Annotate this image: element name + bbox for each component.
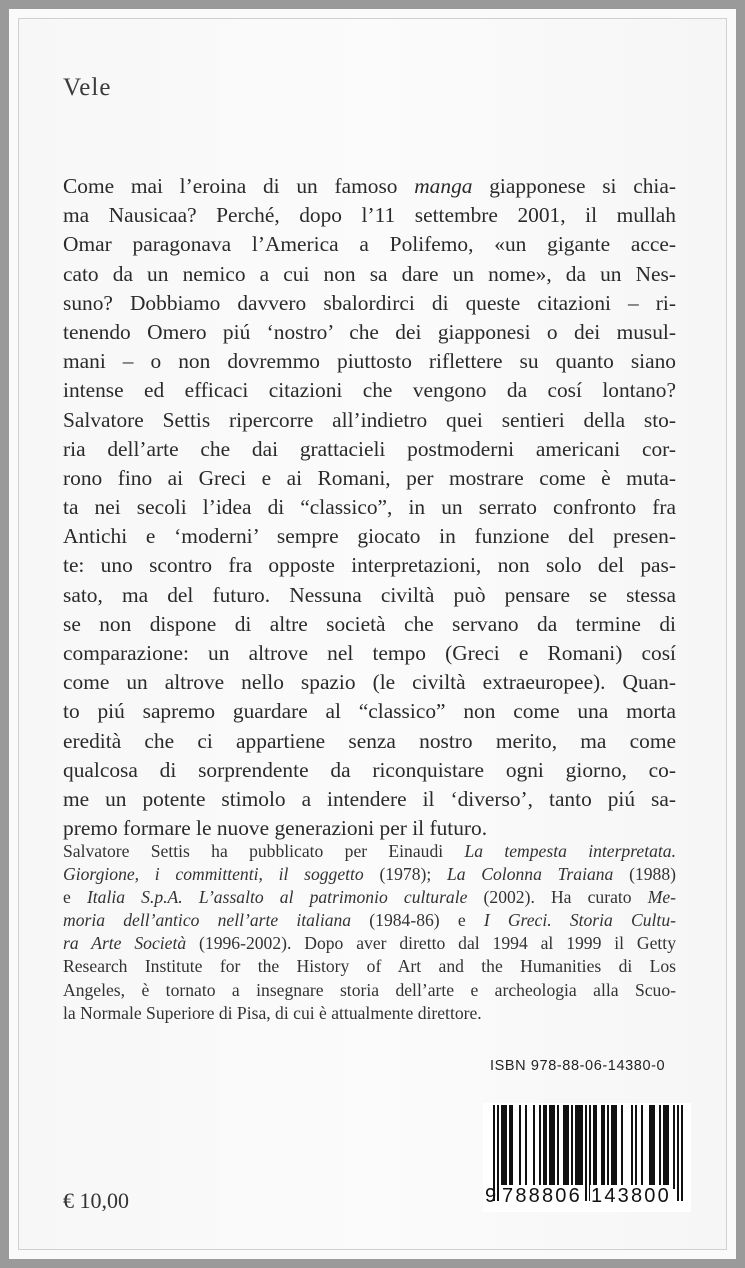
barcode-bar (653, 1105, 655, 1189)
barcode-right-digits: 143800 (591, 1185, 671, 1207)
blurb-line-run: eredità che ci appartiene senza nostro merito, ma come (63, 728, 676, 753)
bio-line-run: I Greci. Storia Cultu- (483, 910, 676, 931)
blurb-line (63, 376, 676, 405)
barcode-bar (525, 1105, 527, 1189)
barcode-digits (483, 1185, 691, 1211)
barcode-bar (577, 1105, 579, 1189)
barcode-bar (575, 1105, 577, 1189)
blurb-line (63, 697, 676, 726)
barcode-bar (613, 1105, 615, 1189)
blurb-line (63, 230, 676, 259)
barcode-bar (557, 1105, 559, 1189)
blurb-line (63, 201, 676, 230)
barcode-bar (509, 1105, 511, 1189)
blurb-line-run: giapponese si chia- (472, 174, 676, 198)
bio-line (63, 979, 676, 1002)
blurb-line (63, 318, 676, 347)
barcode-bar (551, 1105, 553, 1189)
barcode-bar (663, 1105, 665, 1189)
barcode-bar (607, 1105, 609, 1189)
barcode-bar (665, 1105, 667, 1189)
blurb-line-run: Omar paragonava l’America a Polifemo, «un gigante acce- (63, 232, 676, 257)
barcode-bar (571, 1105, 573, 1189)
blurb-line (63, 347, 676, 376)
blurb-line (63, 522, 676, 551)
barcode-bar (567, 1105, 569, 1189)
bio-line (63, 909, 676, 932)
bio-line-run: la Normale Superiore di Pisa, di cui è attualmente direttore. (63, 1002, 482, 1023)
blurb-line (63, 610, 676, 639)
barcode-bar (631, 1105, 633, 1189)
barcode-bar (549, 1105, 551, 1189)
blurb-line-run: qualcosa di sorprendente da riconquistare ogni giorno, co- (63, 757, 676, 782)
barcode (483, 1103, 691, 1212)
blurb-line (63, 668, 676, 697)
bio-line-run: (1978); (363, 864, 447, 885)
barcode-bar (511, 1105, 513, 1189)
bio-line-run: moria dell’antico nell’arte italiana (63, 910, 352, 931)
blurb-line-run: comparazione: un altrove nel tempo (Greci e Romani) cosí (63, 641, 676, 665)
blurb-line (63, 260, 676, 289)
bio-line-run: La tempesta interpretata. (464, 841, 677, 861)
bio-line-run: (1996-2002). Dopo aver diretto dal 1994 al 1999 il Getty (186, 933, 676, 954)
blurb-line-run: rono fino ai Greci e ai Romani, per mostrare come è muta- (63, 465, 676, 490)
blurb-line-run: suno? Dobbiamo davvero sbalordirci di queste citazioni – ri- (63, 290, 676, 315)
blurb-line (63, 756, 676, 785)
blurb-line-run: ma Nausicaa? Perché, dopo l’11 settembre 2001, il mullah (63, 203, 676, 228)
barcode-bar (539, 1105, 541, 1189)
bio-line-run: Italia S.p.A. L’assalto al patrimonio culturale (86, 887, 468, 908)
barcode-bar (595, 1105, 597, 1189)
blurb-line-run: come un altrove nello spazio (le civiltà extraeuropee). Quan- (63, 670, 676, 695)
blurb-line-run: Antichi e ‘moderni’ sempre giocato in funzione del presen- (63, 524, 676, 549)
blurb-line (63, 639, 676, 668)
bio-line-run: (1988) (613, 864, 676, 885)
barcode-bar (641, 1105, 643, 1189)
barcode-bar (667, 1105, 669, 1189)
blurb-line-run: te: uno scontro fra opposte interpretazioni, non solo del pas- (63, 553, 676, 578)
barcode-bar (505, 1105, 507, 1189)
barcode-bar (651, 1105, 653, 1189)
bio-line (63, 1002, 676, 1025)
bio-line (63, 886, 676, 909)
blurb-line-run: ta nei secoli l’idea di “classico”, in un serrato confronto fra (63, 495, 676, 520)
blurb-line (63, 581, 676, 610)
barcode-bar (553, 1105, 555, 1189)
bio-line (63, 863, 676, 886)
barcode-bar (593, 1105, 595, 1189)
barcode-bar (611, 1105, 613, 1189)
barcode-bar (615, 1105, 617, 1189)
series-name: Vele (63, 74, 112, 101)
barcode-bar (621, 1105, 623, 1189)
blurb-text (63, 172, 676, 843)
blurb-line (63, 727, 676, 756)
blurb-line-run: manga (414, 174, 473, 198)
bio-line-run: Me- (647, 887, 677, 908)
blurb-line (63, 785, 676, 814)
bio-line (63, 932, 676, 955)
bio-line-run: Giorgione, i committenti, il soggetto (63, 864, 364, 885)
blurb-line (63, 172, 676, 201)
barcode-bar (501, 1105, 503, 1189)
bio-line-run: e (63, 887, 87, 908)
author-bio (63, 840, 676, 1025)
blurb-line-run: tenendo Omero piú ‘nostro’ che dei giapponesi o dei musul- (63, 319, 676, 344)
barcode-bar (503, 1105, 505, 1189)
barcode-left-digits: 788806 (502, 1185, 582, 1207)
blurb-line (63, 464, 676, 493)
bio-line-run: ra Arte Società (63, 933, 187, 954)
blurb-line-run: Come mai l’eroina di un famoso (63, 174, 415, 198)
blurb-line (63, 814, 676, 843)
bio-line-run: Angeles, è tornato a insegnare storia dell’arte e archeologia alla Scuo- (63, 979, 676, 1000)
blurb-line (63, 406, 676, 435)
blurb-line-run: to piú sapremo guardare al “classico” non come una morta (63, 699, 676, 724)
barcode-bar (673, 1105, 675, 1189)
blurb-line-run: premo formare le nuove generazioni per il futuro. (63, 816, 488, 841)
blurb-line-run: cato da un nemico a cui non sa dare un nome», da un Nes- (63, 261, 676, 286)
blurb-line (63, 435, 676, 464)
blurb-line-run: se non dispone di altre società che servano da termine di (63, 611, 676, 636)
blurb-line (63, 493, 676, 522)
blurb-line-run: Salvatore Settis ripercorre all’indietro quei sentieri della sto- (63, 407, 676, 432)
isbn-label: ISBN 978-88-06-14380-0 (490, 1058, 666, 1074)
bio-line-run: Salvatore Settis ha pubblicato per Einaudi (63, 841, 465, 861)
blurb-line-run: mani – o non dovremmo piuttosto riflettere su quanto siano (63, 349, 676, 374)
blurb-line-run: ria dell’arte che dai grattacieli postmoderni americani cor- (63, 436, 676, 461)
bio-line-run: La Colonna Traiana (446, 864, 614, 885)
barcode-bar (545, 1105, 547, 1189)
barcode-bar (543, 1105, 545, 1189)
barcode-bar (581, 1105, 583, 1189)
blurb-line (63, 551, 676, 580)
blurb-line-run: sato, ma del futuro. Nessuna civiltà può pensare se stessa (63, 582, 676, 607)
bio-line-run: (2002). Ha curato (467, 887, 648, 908)
barcode-bar (565, 1105, 567, 1189)
bio-line (63, 955, 676, 978)
barcode-bar (563, 1105, 565, 1189)
blurb-line (63, 289, 676, 318)
barcode-bar (601, 1105, 603, 1189)
barcode-bar (635, 1105, 637, 1189)
blurb-line-run: me un potente stimolo a intendere il ‘diverso’, tanto piú sa- (63, 786, 676, 811)
bio-line (63, 840, 676, 863)
price: € 10,00 (63, 1188, 129, 1213)
barcode-bar (579, 1105, 581, 1189)
bio-line-run: Research Institute for the History of Art and the Humanities di Los (63, 956, 676, 977)
barcode-bar (533, 1105, 535, 1189)
barcode-lead-digit: 9 (485, 1185, 497, 1207)
barcode-bar (603, 1105, 605, 1189)
barcode-bar (659, 1105, 661, 1189)
barcode-bar (519, 1105, 521, 1189)
bio-line-run: (1984-86) e (351, 910, 484, 931)
barcode-bar (649, 1105, 651, 1189)
blurb-line-run: intense ed efficaci citazioni che vengono da cosí lontano? (63, 378, 676, 403)
